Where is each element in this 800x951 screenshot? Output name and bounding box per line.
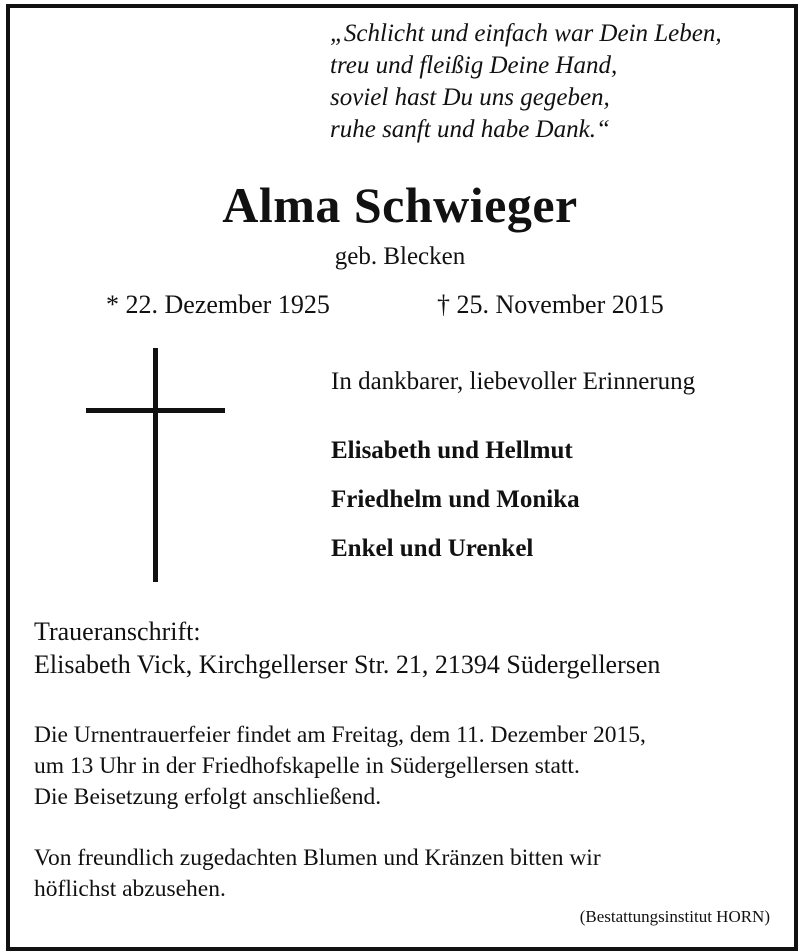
cross-icon-vertical xyxy=(153,348,158,582)
ceremony-line: um 13 Uhr in der Friedhofskapelle in Südergellersen statt. xyxy=(34,753,580,779)
ceremony-text xyxy=(34,720,646,813)
ceremony-line: Die Beisetzung erfolgt anschließend. xyxy=(34,784,382,810)
birth-date: * 22. Dezember 1925 xyxy=(106,290,330,319)
poem-line: ruhe sanft und habe Dank.“ xyxy=(330,116,610,143)
mourner: Friedhelm und Monika xyxy=(331,486,580,513)
flowers-line: Von freundlich zugedachten Blumen und Kränzen bitten wir xyxy=(34,845,601,871)
mourner: Elisabeth und Hellmut xyxy=(331,437,573,464)
cross-icon-horizontal xyxy=(86,408,225,413)
poem-line: treu und fleißig Deine Hand, xyxy=(330,52,618,79)
death-date: † 25. November 2015 xyxy=(437,290,664,319)
mourner: Enkel und Urenkel xyxy=(331,535,534,562)
memorial-poem xyxy=(330,18,722,146)
address-label: Traueranschrift: xyxy=(34,617,201,646)
maiden-name: geb. Blecken xyxy=(334,243,466,270)
memorial-line: In dankbarer, liebevoller Erinnerung xyxy=(331,368,696,395)
mourners-list xyxy=(331,437,580,584)
poem-line: soviel hast Du uns gegeben, xyxy=(330,84,610,111)
address-text: Elisabeth Vick, Kirchgellerser Str. 21, 21394 Südergellersen xyxy=(34,650,661,679)
undertaker-credit: (Bestattungsinstitut HORN) xyxy=(579,907,770,926)
flowers-note xyxy=(34,843,601,905)
flowers-line: höflichst abzusehen. xyxy=(34,876,226,902)
ceremony-line: Die Urnentrauerfeier findet am Freitag, dem 11. Dezember 2015, xyxy=(34,722,646,748)
poem-line: „Schlicht und einfach war Dein Leben, xyxy=(330,20,722,47)
deceased-name: Alma Schwieger xyxy=(222,177,578,233)
